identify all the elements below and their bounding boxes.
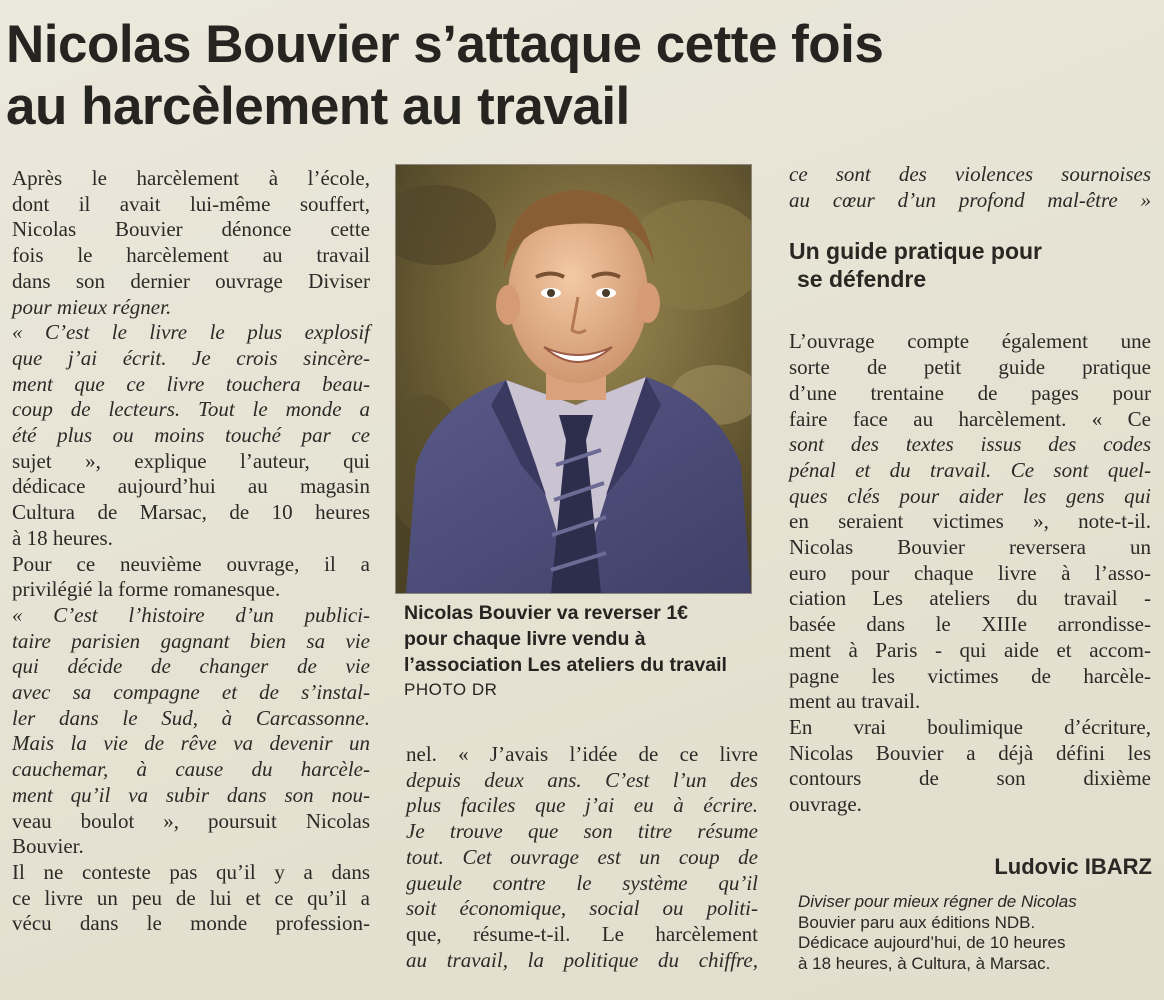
text-line: qui décide de changer de vie [12, 654, 370, 679]
text-line: sorte de petit guide pratique [789, 355, 1151, 380]
text-line: dans son dernier ouvrage Diviser [12, 268, 370, 293]
text-line: basée dans le XIIIe arrondisse- [789, 612, 1151, 637]
text-line: ques clés pour aider les gens qui [789, 483, 1151, 508]
text-line: taire parisien gagnant bien sa vie [12, 628, 370, 653]
text-line: plus faciles que j’ai eu à écrire. [406, 793, 758, 818]
text-line: Bouvier. [12, 834, 84, 859]
subheading [789, 237, 1151, 293]
text-line: nel. « J’avais l’idée de ce livre [406, 742, 758, 766]
text-line: Pour ce neuvième ouvrage, il a [12, 551, 370, 576]
info-line: Dédicace aujourd’hui, de 10 heures [798, 933, 1066, 952]
text-line: tout. Cet ouvrage est un coup de [406, 844, 758, 869]
text-line: « C’est l’histoire d’un publici- [12, 602, 370, 627]
text-line: avec sa compagne et de s’instal- [12, 680, 370, 705]
text-line: ce livre un peu de lui et ce qu’il a [12, 885, 370, 910]
text-line: que j’ai écrit. Je crois sincère- [12, 345, 370, 370]
text-line: Il ne conteste pas qu’il y a dans [12, 859, 370, 884]
text-line: Je trouve que son titre résume [406, 819, 758, 844]
text-line: Après le harcèlement à l’école, [12, 166, 370, 190]
text-line: pénal et du travail. Ce sont quel- [789, 457, 1151, 482]
text-line: soit économique, social ou politi- [406, 896, 758, 921]
text-line: euro pour chaque livre à l’asso- [789, 560, 1151, 585]
text-line: « C’est le livre le plus explosif [12, 320, 370, 345]
paragraph-personal [12, 860, 370, 937]
headline [6, 14, 1156, 138]
text-line: pour mieux régner. [12, 294, 172, 319]
caption-line: l’association Les ateliers du travail [404, 654, 727, 676]
text-line: faire face au harcèlement. « Ce [789, 406, 1151, 431]
text-line: ment que ce livre touchera beau- [12, 371, 370, 396]
paragraph-intro [12, 166, 370, 552]
text-line: dont il avait lui-même souffert, [12, 191, 370, 216]
article-column-1 [12, 166, 370, 937]
text-line: à 18 heures. [12, 525, 113, 550]
text-line: fois le harcèlement au travail [12, 243, 370, 268]
article-column-2 [406, 742, 758, 973]
paragraph-novel [12, 552, 370, 860]
text-line: sujet », explique l’auteur, qui [12, 448, 370, 473]
text-line: dédicace aujourd’hui au magasin [12, 474, 370, 499]
text-line: vécu dans le monde profession- [12, 911, 370, 936]
text-line: ce sont des violences sournoises [789, 162, 1151, 186]
headline-line-2: au harcèlement au travail [6, 77, 630, 136]
subheading-line: se défendre [797, 266, 927, 293]
book-info [798, 892, 1154, 974]
text-line: Nicolas Bouvier a déjà défini les [789, 740, 1151, 765]
info-line: à 18 heures, à Cultura, à Marsac. [798, 953, 1051, 973]
info-line: Diviser pour mieux régner de Nicolas [798, 892, 1077, 911]
author-byline: Ludovic IBARZ [994, 854, 1152, 879]
text-line: coup de lecteurs. Tout le monde a [12, 397, 370, 422]
photo-credit: PHOTO DR [404, 680, 498, 699]
text-line: ment à Paris - qui aide et accom- [789, 637, 1151, 662]
text-line: Cultura de Marsac, de 10 heures [12, 500, 370, 525]
portrait-illustration [396, 165, 751, 593]
text-line: L’ouvrage compte également une [789, 329, 1151, 354]
text-line: ouvrage. [789, 792, 862, 817]
caption-line: Nicolas Bouvier va reverser 1€ [404, 602, 689, 624]
info-line: Bouvier paru aux éditions NDB. [798, 912, 1036, 932]
text-line: gueule contre le système qu’il [406, 870, 758, 895]
text-line: sont des textes issus des codes [789, 432, 1151, 457]
paragraph-next-book [789, 715, 1151, 818]
text-line: ment qu’il va subir dans son nou- [12, 782, 370, 807]
text-line: ment au travail. [789, 689, 921, 714]
text-line: au cœur d’un profond mal-être » [789, 187, 1151, 212]
text-line: ler dans le Sud, à Carcassonne. [12, 705, 370, 730]
text-line: ciation Les ateliers du travail - [789, 586, 1151, 611]
text-line: que, résume-t-il. Le harcèlement [406, 921, 758, 946]
text-line: en seraient victimes », note-t-il. [789, 509, 1151, 534]
caption-text [404, 600, 756, 678]
paragraph-guide [789, 329, 1151, 715]
text-line: Mais la vie de rêve va devenir un [12, 731, 370, 756]
text-line: pagne les victimes de harcèle- [789, 663, 1151, 688]
text-line: En vrai boulimique d’écriture, [789, 714, 1151, 739]
subheading-line: Un guide pratique pour [789, 238, 1042, 265]
text-line: cauchemar, à cause du harcèle- [12, 757, 370, 782]
paragraph-quote-end [789, 162, 1151, 213]
text-line: d’une trentaine de pages pour [789, 380, 1151, 405]
text-line: contours de son dixième [789, 766, 1151, 791]
text-line: depuis deux ans. C’est l’un des [406, 767, 758, 792]
author-photo [395, 164, 752, 594]
paragraph-quote-continued [406, 742, 758, 973]
text-line: privilégié la forme romanesque. [12, 577, 281, 602]
text-line: Nicolas Bouvier reversera un [789, 535, 1151, 560]
text-line: Nicolas Bouvier dénonce cette [12, 217, 370, 242]
text-line: été plus ou moins touché par ce [12, 423, 370, 448]
caption-line: pour chaque livre vendu à [404, 628, 646, 650]
headline-line-1: Nicolas Bouvier s’attaque cette fois [6, 15, 884, 74]
photo-caption [404, 600, 756, 701]
text-line: au travail, la politique du chiffre, [406, 947, 758, 972]
text-line: veau boulot », poursuit Nicolas [12, 808, 370, 833]
article-column-3 [789, 162, 1151, 818]
